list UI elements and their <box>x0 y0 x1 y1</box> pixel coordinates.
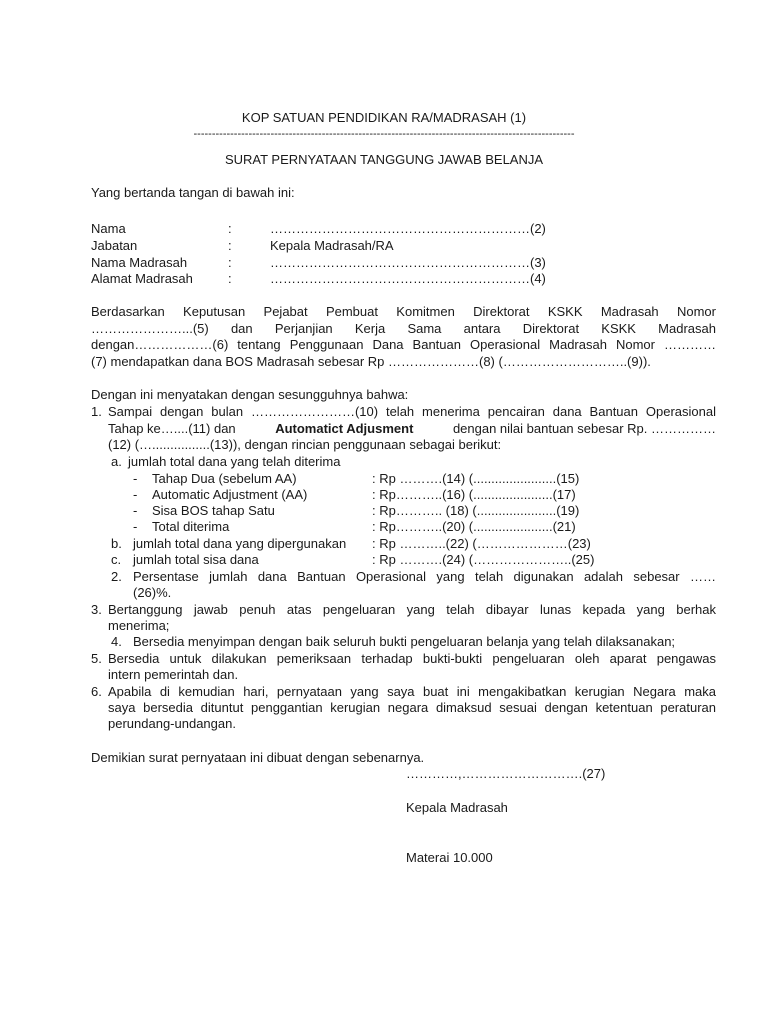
dash-marker: - <box>133 487 138 502</box>
letterhead: KOP SATUAN PENDIDIKAN RA/MADRASAH (1) <box>241 110 527 125</box>
signer-position: Kepala Madrasah <box>406 800 508 815</box>
item-line: saya bersedia dituntut penggantian kerugian negara dimaksud sesuai dengan ketentuan peraturan <box>108 700 716 715</box>
item-line <box>108 421 716 437</box>
identity-value: Kepala Madrasah/RA <box>270 238 394 253</box>
row-label: Total diterima <box>152 519 230 534</box>
item-line: perundang-undangan. <box>108 716 236 731</box>
identity-value: ……………………………………………………(4) <box>270 271 546 286</box>
item-marker: 3. <box>91 602 102 617</box>
dash-marker: - <box>133 503 138 518</box>
closing-text: Demikian surat pernyataan ini dibuat dengan sebenarnya. <box>91 750 425 765</box>
paragraph-line: (7) mendapatkan dana BOS Madrasah sebesar Rp …………………(8) (………………………..(9)). <box>91 354 651 369</box>
item-marker: 6. <box>91 684 102 699</box>
identity-colon: : <box>228 255 232 270</box>
place-date: …………,……………………….(27) <box>406 766 606 781</box>
row-label: Tahap Dua (sebelum AA) <box>152 471 297 486</box>
paragraph-line: dengan………………(6) tentang Penggunaan Dana Bantuan Operasional Madrasah Nomor ………… <box>91 337 716 352</box>
row-amount: : Rp ……….(24) (…………………..(25) <box>372 552 595 567</box>
item-line: Bersedia menyimpan dengan baik seluruh bukti pengeluaran belanja yang telah dilaksanakan; <box>133 634 676 649</box>
subitem-text: jumlah total dana yang telah diterima <box>128 454 341 469</box>
identity-value: ……………………………………………………(3) <box>270 255 546 270</box>
identity-colon: : <box>228 221 232 236</box>
row-amount: : Rp……….. (18) (......................(19) <box>372 503 580 518</box>
intro-text: Yang bertanda tangan di bawah ini: <box>91 185 295 200</box>
item-line: Sampai dengan bulan ……………………(10) telah menerima pencairan dana Bantuan Operasional <box>108 404 716 419</box>
identity-label: Jabatan <box>91 238 138 253</box>
item-line: (12) (…................(13)), dengan rincian penggunaan sebagai berikut: <box>108 437 502 452</box>
subitem-text: jumlah total dana yang dipergunakan <box>133 536 347 551</box>
item-marker: 5. <box>91 651 102 666</box>
subitem-marker: b. <box>111 536 122 551</box>
item-marker: 2. <box>111 569 122 584</box>
row-amount: : Rp………..(16) (......................(17) <box>372 487 576 502</box>
item-marker: 1. <box>91 404 102 419</box>
item-line: Persentase jumlah dana Bantuan Operasional yang telah digunakan adalah sebesar …… <box>133 569 716 584</box>
paragraph-line: …………………...(5) dan Perjanjian Kerja Sama antara Direktorat KSKK Madrasah <box>91 321 716 336</box>
subitem-text: jumlah total sisa dana <box>133 552 259 567</box>
row-amount: : Rp ……….(14) (.......................(15) <box>372 471 580 486</box>
row-amount: : Rp ………..(22) (…………………(23) <box>372 536 591 551</box>
row-amount: : Rp………..(20) (......................(21) <box>372 519 576 534</box>
paragraph-line: Berdasarkan Keputusan Pejabat Pembuat Komitmen Direktorat KSKK Madrasah Nomor <box>91 304 716 319</box>
dash-marker: - <box>133 519 138 534</box>
identity-value: ……………………………………………………(2) <box>270 221 546 236</box>
dash-marker: - <box>133 471 138 486</box>
subitem-marker: c. <box>111 552 122 567</box>
identity-label: Alamat Madrasah <box>91 271 193 286</box>
item-line: intern pemerintah dan. <box>108 667 239 682</box>
item-line: Bertanggung jawab penuh atas pengeluaran yang telah dibayar lunas kepada yang berhak <box>108 602 716 617</box>
identity-colon: : <box>228 238 232 253</box>
item-line: menerima; <box>108 618 170 633</box>
statement-intro: Dengan ini menyatakan dengan sesungguhnya bahwa: <box>91 387 409 402</box>
item-text: dengan nilai bantuan sebesar Rp. …………… <box>452 421 716 436</box>
letterhead-rule: -------------------------------------------------------------------------------------------------------- <box>193 128 575 140</box>
item-line: (26)%. <box>133 585 172 600</box>
item-bold-text: Automatict Adjusment <box>275 421 414 436</box>
item-line: Bersedia untuk dilakukan pemeriksaan terhadap bukti-bukti pengeluaran oleh aparat pengawas <box>108 651 716 666</box>
identity-label: Nama Madrasah <box>91 255 188 270</box>
row-label: Automatic Adjustment (AA) <box>152 487 308 502</box>
subitem-marker: a. <box>111 454 122 469</box>
document-title: SURAT PERNYATAAN TANGGUNG JAWAB BELANJA <box>224 152 544 167</box>
row-label: Sisa BOS tahap Satu <box>152 503 275 518</box>
item-marker: 4. <box>111 634 122 649</box>
stamp-label: Materai 10.000 <box>406 850 493 865</box>
identity-label: Nama <box>91 221 126 236</box>
item-line: Apabila di kemudian hari, pernyataan yang saya buat ini mengakibatkan kerugian Negara maka <box>108 684 716 699</box>
identity-colon: : <box>228 271 232 286</box>
item-text: Tahap ke…....(11) dan <box>108 421 236 436</box>
